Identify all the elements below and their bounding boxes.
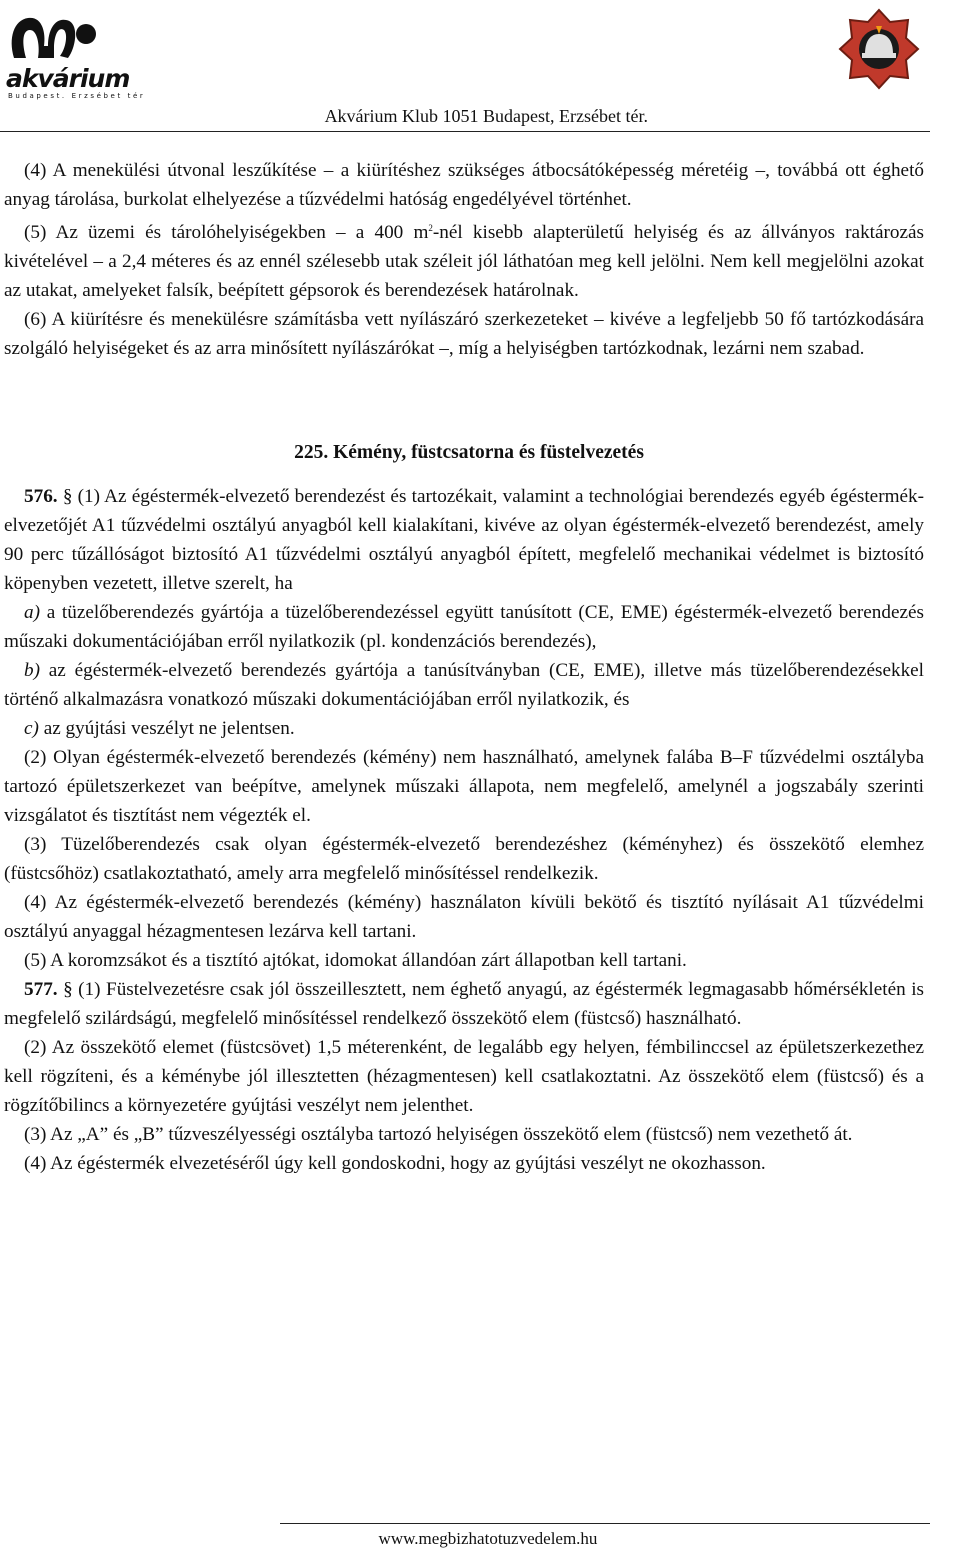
page-header [0, 0, 960, 135]
item-b-text: az égéstermék-elvezető berendezés gyártója a tanúsítványban (CE, EME), illetve más tüzelőberendezésekkel történő alkalmazásra vonatkozó műszaki dokumentációjában erről nyilatkozik, és [4, 660, 925, 710]
paragraph-576-2: (2) Olyan égéstermék-elvezető berendezés (kémény) nem használható, amelynek falába B–F tűzvédelmi osztályba tartozó épületszerkezet van beépítve, amelynek műszaki állapota, nem megfelelő, amelynél a jogszabály szerinti vizsgálatot és tisztítást nem végezték el. [4, 747, 924, 826]
section-spacer [4, 363, 924, 438]
paragraph-576-1 [4, 482, 924, 598]
header-address: Akvárium Klub 1051 Budapest, Erzsébet tér. [324, 106, 648, 126]
item-c-text: az gyújtási veszélyt ne jelentsen. [43, 718, 295, 739]
section-577-text: § (1) Füstelvezetésre csak jól összeillesztett, nem éghető anyagú, az égéstermék legmagasabb hőmérsékletén is megfelelő szilárdságú, megfelelő minősítéssel rendelkező összekötő elem (füstcső) használható. [4, 979, 925, 1029]
item-a-label: a) [24, 602, 40, 623]
section-heading: 225. Kémény, füstcsatorna és füstelvezetés [294, 442, 644, 463]
footer-divider [280, 1523, 930, 1524]
item-b-label: b) [24, 660, 40, 681]
paragraph-intro-5-rest: -nél kisebb alapterületű helyiség és az állványos raktározás kivételével – a 2,4 méteres és az ennél szélesebb utak széleit jól láthatóan meg kell jelölni. Nem kell megjelölni azokat az utakat, amelyeket falsík, beépített gépsorok és berendezések határolnak. [4, 222, 924, 301]
section-576-number: 576. [24, 486, 58, 507]
paragraph-576-b [4, 656, 924, 714]
paragraph-576-c [4, 714, 924, 743]
paragraph-577-4: (4) Az égéstermék elvezetéséről úgy kell gondoskodni, hogy az gyújtási veszélyt ne okozhasson. [24, 1153, 766, 1174]
footer-url[interactable]: www.megbizhatotuzvedelem.hu [378, 1529, 598, 1548]
akvarium-logo-subtitle: Budapest. Erzsébet tér [8, 92, 146, 100]
item-c-label: c) [24, 718, 39, 739]
paragraph-intro-4: (4) A menekülési útvonal leszűkítése – a kiürítéshez szükséges átbocsátóképesség méretéig –, továbbá ott éghető anyag tárolása, burkolat elhelyezése a tűzvédelmi hatóság engedélyével történhet. [4, 160, 924, 210]
item-a-text: a tüzelőberendezés gyártója a tüzelőberendezéssel együtt tanúsított (CE, EME) égéstermék-elvezető berendezés műszaki dokumentációjában erről nyilatkozik (pl. kondenzációs berendezés), [4, 602, 924, 652]
paragraph-577-2: (2) Az összekötő elemet (füstcsövet) 1,5 méterenként, de legalább egy helyen, fémbilinccsel az épületszerkezethez kell rögzíteni, és a kéménybe jól illesztetten (hézagmentesen) kell csatlakoztatni. Az összekötő elem (füstcső) és a rögzítőbilincs a környezetére gyújtási veszélyt nem jelenthet. [4, 1037, 924, 1116]
fire-emblem-icon [838, 8, 920, 90]
fire-department-emblem [838, 8, 920, 90]
paragraph-576-3: (3) Tüzelőberendezés csak olyan égéstermék-elvezető berendezéshez (kéményhez) és összekötő elemhez (füstcsőhöz) csatlakoztatható, amely arra megfelelő minősítéssel rendelkezik. [4, 834, 924, 884]
paragraph-intro-6: (6) A kiürítésre és menekülésre számításba vett nyílászáró szerkezeteket – kivéve a legfeljebb 50 fő tartózkodására szolgáló helyiségeket és az arra minősített nyílászárókat –, míg a helyiségben tartózkodnak, lezárni nem szabad. [4, 309, 924, 359]
akvarium-logo-mark-icon [6, 8, 102, 66]
paragraph-intro-5-start: (5) Az üzemi és tárolóhelyiségekben – a 400 m [24, 222, 429, 243]
section-577-number: 577. [24, 979, 58, 1000]
paragraph-577-3: (3) Az „A” és „B” tűzveszélyességi osztályba tartozó helyiségen összekötő elem (füstcső) nem vezethető át. [24, 1124, 853, 1145]
akvarium-logo-text: akvárium [6, 64, 130, 93]
header-divider [0, 131, 930, 132]
paragraph-576-4: (4) Az égéstermék-elvezető berendezés (kémény) használaton kívüli bekötő és tisztító nyílásait A1 tűzvédelmi osztályú anyaggal hézagmentesen lezárva kell tartani. [4, 892, 924, 942]
paragraph-577-1 [4, 975, 924, 1033]
paragraph-576-a [4, 598, 924, 656]
section-576-text: § (1) Az égéstermék-elvezető berendezést és tartozékait, valamint a technológiai berendezés egyéb égéstermék-elvezetőjét A1 tűzvédelmi osztályú anyagból kell kialakítani, kivéve az olyan égéstermék-elvezető berendezést, amely 90 perc tűzállóságot biztosító A1 tűzvédelmi osztályú anyagból épített, megfelelő mechanikai védelmet is biztosító köpenyben vezetett, illetve szerelt, ha [4, 486, 925, 594]
akvarium-logo [6, 8, 146, 100]
paragraph-intro-5 [4, 214, 924, 305]
superscript-2: 2 [428, 223, 433, 233]
paragraph-576-5: (5) A koromzsákot és a tisztító ajtókat, idomokat állandóan zárt állapotban kell tartani. [24, 950, 687, 971]
document-body [4, 156, 924, 1178]
